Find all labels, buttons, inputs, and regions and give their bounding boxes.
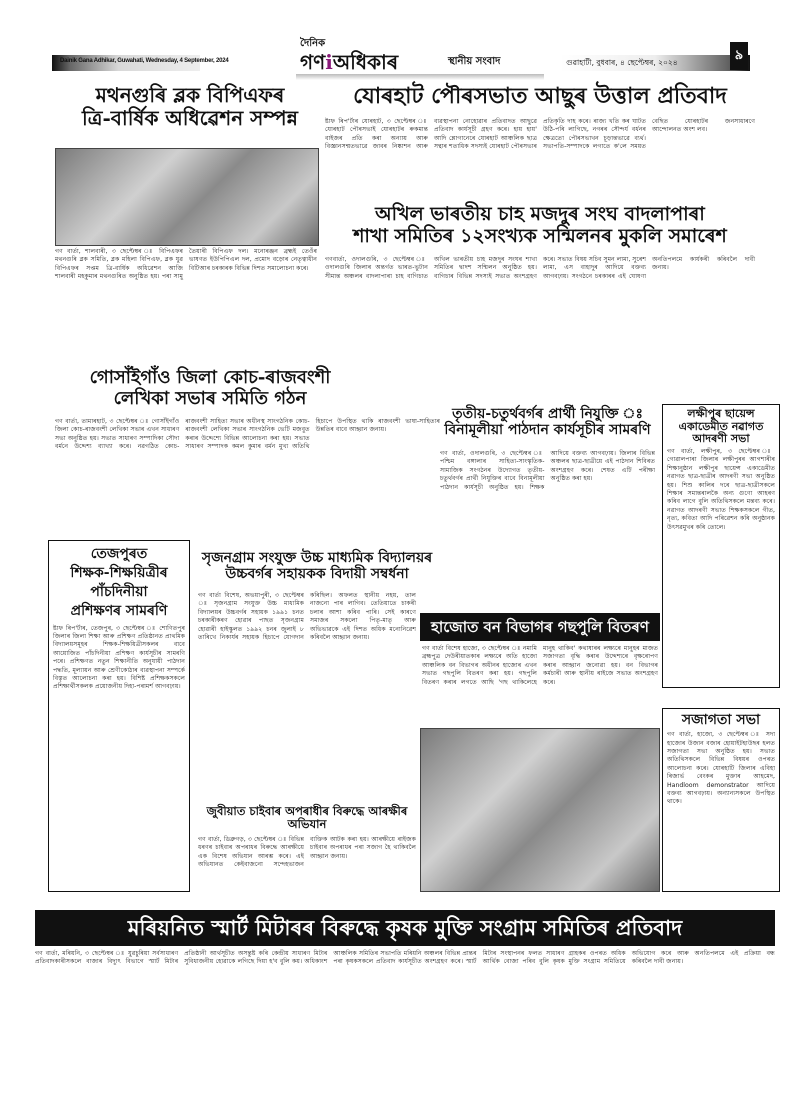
sajagata-headline: সজাগতা সভা [681,712,761,728]
tezpur-headline [49,541,189,625]
sajagata-body: গণ বাৰ্তা, হাজো, ৩ ছেপ্টেম্বৰ ঃ সদা হাজোৰ উজান বজাৰ হোয়াইটহাউছৰ হলত সজাগতা সভা অনুষ্ঠিত হয়। সভাত অতিথিসকলে বিভিন্ন বিষয়ৰ ওপৰত আলোচনা কৰে। যোৰহাটি জিলাৰ এবিহা ৰিজাৰ্ভ বেংকৰ মুক্তাৰ আহমেদ, Handloom demonstrator আদিয়ে বক্তব্য আগবঢ়ায়। অন্যান্যসকলে উপস্থিত থাকে। [667,731,775,806]
masthead-daily: দৈনিক [300,38,326,49]
bpf-headline [75,84,305,130]
cyber-crime-headline: জুবীয়াত চাইবাৰ অপৰাধীৰ বিৰুদ্ধে আৰক্ষীৰ অভিযান [206,804,408,832]
english-dateline: Dainik Gana Adhikar, Guwahati, Wednesday, 4 September, 2024 [60,58,229,64]
forest-sapling-photo [420,728,660,892]
tea-union-headline [325,204,755,248]
section-title: স্থানীয় সংবাদ [448,56,501,67]
recruitment-body: গণ বাৰ্তা, ওদালগুৰি, ৩ ছেপ্টেম্বৰ ঃ পশ্চিম বঙ্গালাৰ সাহিত্য-সাংস্কৃতিক-সামাজিক সংগঠনৰ উদ্যোগত তৃতীয়-চতুৰ্থবৰ্গৰ প্ৰাৰ্থী নিযুক্তিৰ বাবে বিনামূলীয়া পাঠদান কাৰ্যসূচী অনুষ্ঠিত হয়। শিক্ষক আদিয়ে বক্তব্য আগবঢ়ায়। জিলাৰ বিভিন্ন অঞ্চলৰ ছাত্ৰ-ছাত্ৰীয়ে এই পাঠদান শিবিৰত অংশগ্ৰহণ কৰে। শেষত এটি পৰীক্ষা অনুষ্ঠিত কৰা হয়। [440,450,655,491]
tezpur-box [48,540,190,892]
tezpur-headline-line-1: তেজপুৰত [90,546,148,562]
jorhat-body: ষ্টাফ ৰিপ'ৰ্টাৰ যোৰহাট, ৩ ছেপ্টেম্বৰ ঃ যোৰহাট পৌৰসভাই যোৰহাটৰ ৰুকমান্ত বাইজৰ প্ৰতি কৰা অন্যায় আৰু বিজ্ঞানসন্মতভাৱে জাবৰ নিষ্কাশন আৰু ব্যৱস্থাপনা নোহোৱাৰ প্ৰতিবাদত আছুৱে প্ৰতিবাদ কাৰ্যসূচী গ্ৰহণ কৰে। হায় হায়' আদি শ্লোগানেৰে যোৰহাট আঞ্চলিক ছাত্ৰ সন্থাৰ শতাধিক সদস্যই যোৰহাট পৌৰসভাৰ প্ৰতিকৃতি দাহ কৰে। ৰাজ্য খতি কৰ ঘাটত উঠি-পৰি লাগিছে, নগৰৰ সৌন্দৰ্য বৰ্ধনৰ ক্ষেত্ৰতো পৌৰসভাখন চূড়ান্তভাৱে ব্যৰ্থ। সভাপতি-সম্পাদকে লগাতে ক'লে সময়ত বেছিত যোৰহাটৰ জনসাধাৰণে আন্দোলনত অংশ লব। [325,118,755,151]
srijangram-body: গণ বাৰ্তা বিশেষ, অভয়াপুৰী, ৩ ছেপ্টেম্বৰ ঃ সৃজনগ্ৰাম সংযুক্ত উচ্চ মাধ্যমিক বিদ্যালয়ৰ উচ্চবৰ্গৰ সহায়ক ১৯৯১ চনত চৰকাৰীকৰণ হোৱাৰ পাছত সৃজনগ্ৰাম হোৱাৰী হাইস্কুলত ১৯৯২ চনৰ জুলাই ৮ তাৰিখে নিকাৰ্যৰ সহায়ক হিচাপে যোগদান কৰিছিল। অফলত স্থানীয় নহয়, তাল নাজনো পাৰ লাগিব। তেতিয়াতে চাকৰী চলাৰ আশা কৰিব পাৰি। সেই কাৰণে সমাজৰ সকলো পিতৃ-মাতৃ আৰু অভিভাৱকে এই দিশত অধিক মনোনিৱেশ কৰিবলৈ আহ্বান জনায়। [198,592,416,642]
logo-underline [296,74,544,80]
sajagata-box [662,708,780,892]
smart-meter-body: গণ বাৰ্তা, মৰিয়নি, ৩ ছেপ্টেম্বৰ ঃ যুৱচুৰিয়া সৰ্বসাধাৰণ প্ৰতিবাদকাৰীসকলে বাজাৰ বিদ্যুৎ বিভাগে স্মাৰ্ট মিটাৰ প্ৰতিষ্ঠানী আৰ্থসূচীত অসন্তুষ্ট কৰি কেন্দ্ৰীয় সাধাৰণ মিটাৰ সুবিধাজনীয় হোৱাকে লগিছে দিয়া হ'ব বুলি কয়। অধিকাংশ আঞ্চলিক সমিতিৰ সভাপতি মৰিয়নি অঞ্চলৰ বিভিন্ন প্ৰান্তৰ পৰা কৃষকসকলে প্ৰতিবাদ কাৰ্যসূচীত অংশগ্ৰহণ কৰে। স্মাৰ্ট মিটাৰ সংস্থাপনৰ ফলত সাধাৰণ গ্ৰাহকৰ ওপৰত অধিক আৰ্থিক বোজা পৰিব বুলি কৃষক মুক্তি সংগ্ৰাম সমিতিয়ে অভিযোগ কৰে আৰু অনতিপলমে এই প্ৰক্ৰিয়া বন্ধ কৰিবলৈ দাবী জনায়। [35,950,775,966]
gossaigaon-headline [60,368,360,409]
bpf-meeting-photo [55,148,319,246]
gossaigaon-headline-line-2: লেখিকা সভাৰ সমিতি গঠন [113,387,307,409]
cyber-crime-body: গণ বাৰ্তা, ডিব্ৰুগড়, ৩ ছেপ্টেম্বৰ ঃ বিভিন্ন ধৰণৰ চাইবাৰ অপৰাধৰ বিৰুদ্ধে আৰক্ষীয়ে এক বিশেষ অভিযান আৰম্ভ কৰে। এই অভিযানত কেইবাজনো সন্দেহভাজন ব্যক্তিক আটক কৰা হয়। আৰক্ষীয়ে ৰাইজক চাইবাৰ অপৰাধৰ পৰা সজাগ হৈ থাকিবলৈ আহ্বান জনায়। [198,836,416,869]
tea-union-body: গণবাৰ্তা, ওদালগুৰি, ৩ ছেপ্টেম্বৰ ঃ ওদালগুৰি জিলাৰ অন্তৰ্গত ভাৰত-ভুটান সীমান্ত অঞ্চলৰ বাদলাপাৰা চাহ বাগিচাত অখিল ভাৰতীয় চাহ মজদুৰ সংঘৰ শাখা সমিতিৰ দ্বাদশ সন্মিলন অনুষ্ঠিত হয়। বাগিচাৰ বিভিন্ন সদস্যই সভাত অংশগ্ৰহণ কৰে। সভাত বিষয় সচিব সুমন লামা, সুৰেশ লামা, এস বাহাদুৰ আদিয়ে বক্তব্য আগবঢ়ায়। সংগঠনে চৰকাৰৰ এই ঘোষণা অনতিপলমে কাৰ্যকৰী কৰিবলৈ দাবী জনায়। [325,256,755,280]
srijangram-headline-line-1: সৃজনগ্ৰাম সংযুক্ত উচ্চ মাধ্যমিক বিদ্যালয়ৰ [201,550,433,566]
tezpur-headline-line-4: প্ৰশিক্ষণৰ সামৰণি [70,602,168,619]
logo-right: অধিকাৰ [332,50,399,74]
assamese-dateline: গুৱাহাটী, বুধবাৰ, ৪ ছেপ্টেম্বৰ, ২০২৪ [566,58,678,67]
logo-figure-icon: i [325,50,333,74]
page-number: ৯ [730,42,748,70]
lakhipur-box [662,404,780,688]
bpf-headline-line-2: ত্ৰি-বাৰ্ষিক অধিৱেশন সম্পন্ন [82,106,298,130]
recruitment-headline-line-1: তৃতীয়-চতুৰ্থবৰ্গৰ প্ৰাৰ্থী নিযুক্তি ঃ [452,406,643,422]
bpf-body: গণ বাৰ্তা, শালবাৰী, ৩ ছেপ্টেম্বৰ ঃ বিপিএফৰ মথনগুৰি ব্লক সমিতি, ব্লক মহিলা বিপিএফ, ব্লক যুৱ বিপিএফৰ সপ্তম ত্ৰি-বাৰ্ষিক অধিৱেশন আজি শালবাৰী মহকুমাৰ মথনগুৰিত অনুষ্ঠিত হয়। পৰা সামু তৈয়াৰী বিপিএফ দল। মনোৰঞ্জন ব্ৰহ্মই তেওঁৰ ভাষণত ইউপিপিএল দল, প্ৰমোদ বড়োৰ নেতৃত্বাধীন বিটিআৰ চৰকাৰক বিভিন্ন দিশত সমালোচনা কৰে। [55,248,317,281]
recruitment-headline-line-2: বিনামূলীয়া পাঠদান কাৰ্যসূচীৰ সামৰণি [444,422,651,439]
gossaigaon-headline-line-1: গোসাঁইগাঁও জিলা কোচ-ৰাজবংশী [89,367,331,388]
forest-headline: হাজোত বন বিভাগৰ গছপুলি বিতৰণ [420,613,660,641]
bpf-headline-line-1: মথনগুৰি ব্লক বিপিএফৰ [95,83,285,107]
lakhipur-headline: লক্ষীপুৰ ছায়েন্স একাডেমীত নৱাগত আদৰণী সভা [678,407,764,446]
srijangram-headline [198,550,436,582]
newspaper-logo [300,50,398,74]
tea-union-headline-line-2: শাখা সমিতিৰ ১২সংখ্যক সন্মিলনৰ মুকলি সমাৰেশ [353,224,727,247]
lakhipur-body: গণ বাৰ্তা, লক্ষীপুৰ, ৩ ছেপ্টেম্বৰ ঃ গোৱালপাৰা জিলাৰ লক্ষীপুৰৰ আগশাৰীৰ শিক্ষানুষ্ঠান লক্ষীপুৰ ছায়েন্স একাডেমীত নৱাগত ছাত্ৰ-ছাত্ৰীৰ আদৰণী সভা অনুষ্ঠিত হয়। শিশু কালিৰ দৰে ছাত্ৰ-ছাত্ৰীসকলে শিক্ষাৰ সমান্তৰালকৈ অন্য গুণো আহৰণ কৰিব লাগে বুলি অতিথিসকলে মন্তব্য কৰে। নৱাগত আদৰণী সভাত শিক্ষকসকলে গীত, নৃত্য, কবিতা আদি পৰিৱেশন কৰি অনুষ্ঠানক উৎসৱমুখৰ কৰি তোলে। [667,447,775,531]
tezpur-headline-line-3: পাঁচদিনীয়া [90,583,148,600]
smart-meter-headline: মৰিয়নিত স্মাৰ্ট মিটাৰৰ বিৰুদ্ধে কৃষক মুক্তি সংগ্ৰাম সমিতিৰ প্ৰতিবাদ [35,910,775,946]
recruitment-headline [440,406,655,438]
jorhat-headline: যোৰহাট পৌৰসভাত আছুৰ উত্তাল প্ৰতিবাদ [353,83,727,109]
gossaigaon-body: গণ বাৰ্তা, তামাৰহাট, ৩ ছেপ্টেম্বৰ ঃ গোসাঁইগাঁও জিলা কোচ-ৰাজবংশী লেখিকা সভাৰ এখন সাধাৰণ সভা অনুষ্ঠিত হয়। সভাত সাধাৰণ সম্পাদিকা সৌদা বৰ্মনে উদ্দেশ্য ব্যাখ্যা কৰে। নৱগঠিত কোচ-ৰাজবংশী সাহিত্য সভাৰ অধীনস্থ সাংগঠনিক কোচ-ৰাজবংশী লেখিকা সভাৰ সাংগঠনিক ভেটি মজবুত কৰাৰ উদ্দেশ্যে বিভিন্ন আলোচনা কৰা হয়। সভাত সাধাৰণ সম্পাদক কমল কুমাৰ বৰ্মন মুখ্য অতিথি হিচাপে উপস্থিত থাকি ৰাজবংশী ভাষা-সাহিত্যৰ উন্নতিৰ বাবে আহ্বান জনায়। [55,418,440,451]
forest-body: গণ বাৰ্তা বিশেষ হাজো, ৩ ছেপ্টেম্বৰ ঃ নমামি ব্ৰহ্মপুত্ৰ দেউৰীয়াতকাৰ লক্ষ্যৰে অতি হাজো আঞ্চলিক বন বিভাগৰ অধীনৰ হাজোৰ এখন সভাত গছপুলি বিতৰণ কৰা হয়। গছপুলি বিতৰণ কৰাৰ লগতে আছি 'গছ থাকিলেহে মানুহ থাকিব' কথাষাৰৰ লক্ষ্যৰে মানুহৰ মাজত সজাগতা বৃদ্ধি কৰাৰ উদ্দেশ্যৰে বৃক্ষৰোপণ কৰাৰ আহ্বান জনোৱা হয়। বন বিভাগৰ কৰ্মচাৰী আৰু স্থানীয় ৰাইজে সভাত অংশগ্ৰহণ কৰে। [422,645,658,686]
srijangram-headline-line-2: উচ্চবৰ্গৰ সহায়কক বিদায়ী সম্বৰ্ধনা [225,566,409,583]
tezpur-body: ষ্টাফ ৰিপ'ৰ্টাৰ, তেজপুৰ, ৩ ছেপ্টেম্বৰ ঃ শোণিতপুৰ জিলাৰ জিলা শিক্ষা আৰু প্ৰশিক্ষণ প্ৰতিষ্ঠানত প্ৰাথমিক বিদ্যালয়সমূহৰ শিক্ষক-শিক্ষয়িত্ৰীসকলৰ বাবে আয়োজিত পাঁচদিনীয়া প্ৰশিক্ষণ কাৰ্যসূচীৰ সামৰণি পৰে। প্ৰশিক্ষণত নতুন শিক্ষানীতি অনুযায়ী পাঠদান পদ্ধতি, মূল্যায়ন আৰু শ্ৰেণীকোঠাৰ ব্যৱস্থাপনা সম্পৰ্কে বিস্তৃত আলোচনা কৰা হয়। বিশিষ্ট প্ৰশিক্ষকসকলে প্ৰশিক্ষাৰ্থীসকলক প্ৰয়োজনীয় দিহা-পৰামৰ্শ আগবঢ়ায়। [53,624,185,691]
logo-left: গণ [300,50,326,74]
tea-union-headline-line-1: অখিল ভাৰতীয় চাহ মজদুৰ সংঘ বাদলাপাৰা [375,203,705,225]
tezpur-headline-line-2: শিক্ষক-শিক্ষয়িত্ৰীৰ [70,564,168,581]
